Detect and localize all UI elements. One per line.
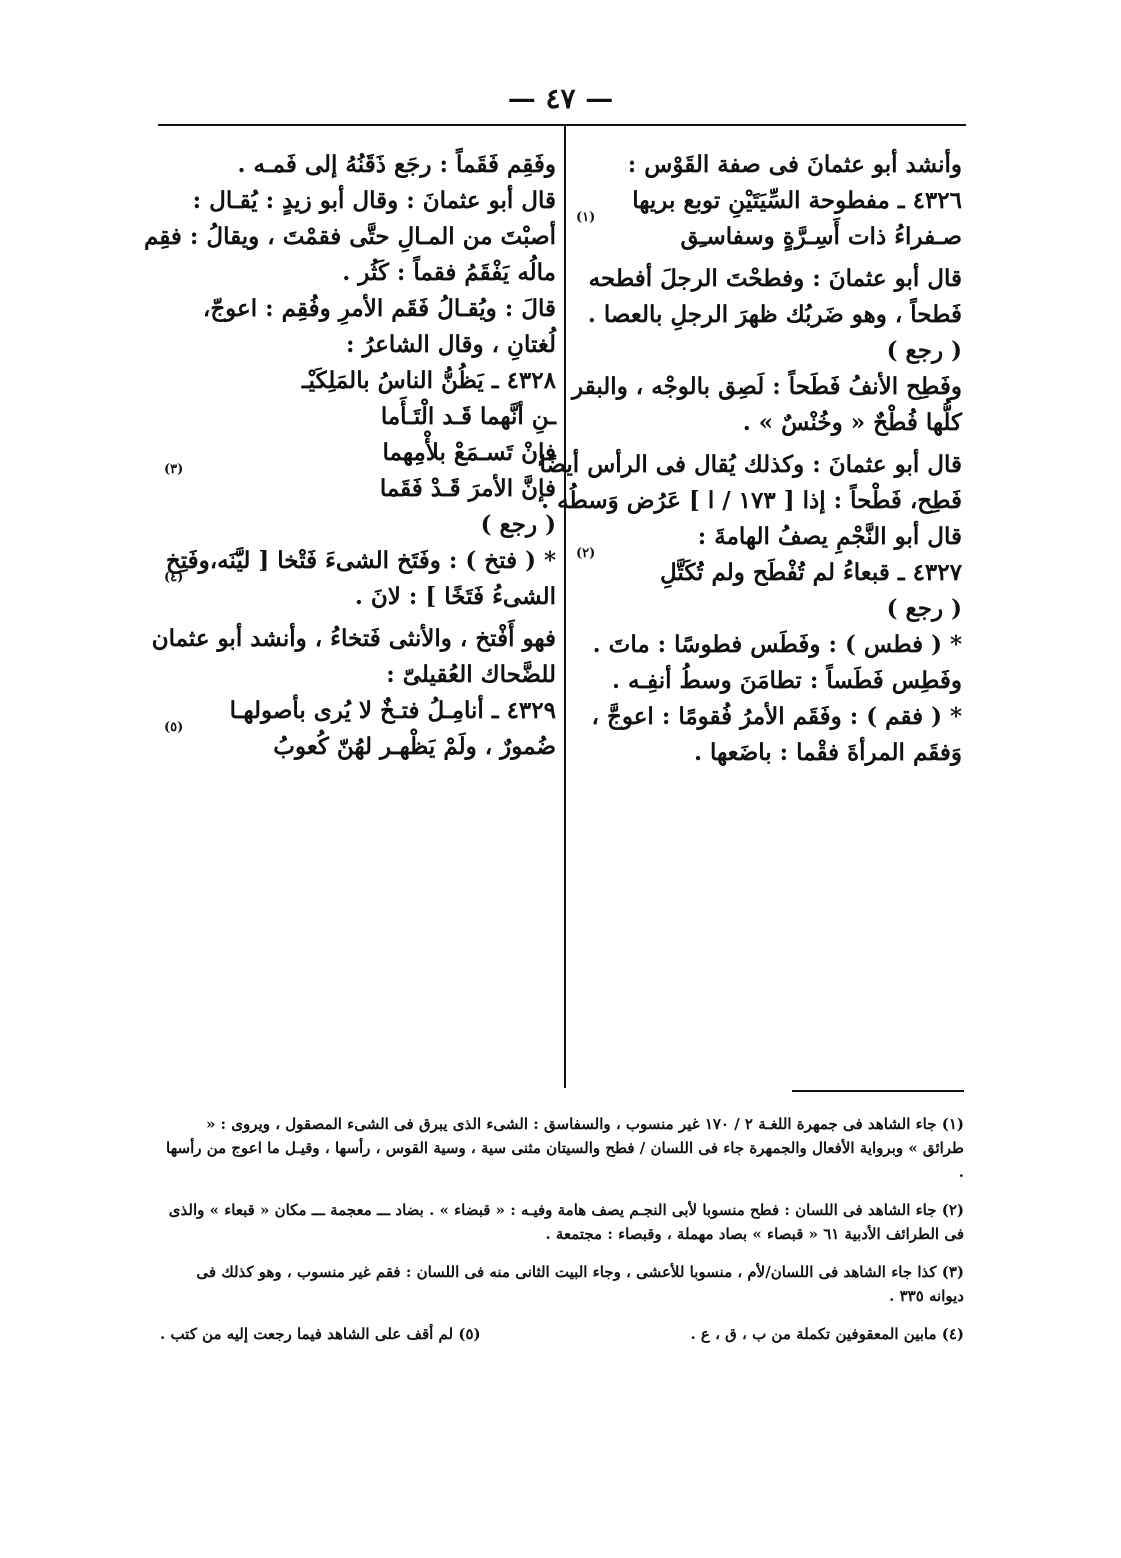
line-text: ٤٣٢٩ ـ أنامِـلُ فتـخٌ لا يُرى بأصولهـا (229, 697, 556, 724)
text-line (151, 624, 556, 660)
line-text: وَفقَم المرأةَ فقْما : باضَعها . (694, 739, 962, 766)
line-text: صـفراءُ ذات أَسِـرَّةٍ وسفاسـِق (680, 223, 962, 250)
line-text: أصبْتَ من المـالِ حتَّى فقمْتَ ، ويقالُ : فقِم (143, 223, 556, 250)
line-text: كلُّها فُطْحٌ « وخُنْسٌ » . (742, 409, 962, 436)
text-line (572, 702, 962, 738)
footnote-marker: (٥) (164, 720, 184, 735)
line-text: * ( فتخ ) : وفَتَخ الشىءَ فَتْخا [ ليَّنَه،وفَتِخ (165, 547, 556, 574)
footnote-rule (792, 1090, 964, 1092)
header-rule (158, 124, 966, 126)
line-text: ( رجع ) (886, 337, 962, 364)
text-line (539, 450, 962, 486)
text-line (572, 264, 962, 300)
footnotes (160, 1112, 964, 1346)
text-line (160, 696, 556, 732)
footnote-2: (٢) جاء الشاهد فى اللسان : فطح منسوبا لأبى النجـم يصف هامة وفيـه : « قبضاء » . بضاد ـــ معجمة ـــ مكان « قبعاء » والذى فى الطرائف الأدبية ٦١ « قبصاء » بصاد مهملة ، وقبصاء : مجتمعة . (168, 1201, 964, 1243)
line-text: فإنْ تَسـمَعْ بلأْمِهما (382, 439, 556, 466)
line-text: وفَطِس فَطَساً : تطامَنَ وسطُ أنفِـه . (611, 667, 962, 694)
text-line (572, 408, 962, 444)
line-text: ضُمورٌ ، ولَمْ يَظْهـر لهُنّ كُعوبُ (273, 733, 556, 760)
line-text: قال أبو عثمانَ : وفطحْتَ الرجلَ أفطحه (588, 265, 962, 292)
line-text: * ( فطس ) : وفَطَس فطوسًا : ماتَ . (592, 631, 962, 658)
text-line (160, 462, 556, 510)
line-text: ( رجع ) (886, 595, 962, 622)
line-text: قال أبو عثمانَ : وقال أبو زيدٍ : يُقـال : (192, 187, 556, 214)
text-line (572, 630, 962, 666)
text-line (572, 210, 962, 258)
text-line (160, 258, 556, 294)
footnote-4: (٤) مابين المعقوفين تكملة من ب ، ق ، ع . (690, 1325, 964, 1343)
line-text: ٤٣٢٨ ـ يَظُنُّ الناسُ بالمَلِكَيْـ (301, 367, 556, 394)
line-text: وفَقِم فَقَماً : رجَع ذَقَنُهُ إلى فَمـه . (237, 151, 556, 178)
text-line (160, 294, 556, 330)
text-line (572, 546, 962, 594)
footnote-3: (٣) كذا جاء الشاهد فى اللسان/لأم ، منسوبا للأعشى ، وجاء البيت الثانى منه فى اللسان : فقم غير منسوب ، وهو كذلك فى ديوانه ٣٣٥ . (196, 1263, 964, 1305)
line-text: مالُه يَفْقَمُ فقماً : كَثُر . (342, 259, 556, 286)
line-text: لُغتانِ ، وقال الشاعرُ : (345, 331, 556, 358)
right-column (539, 150, 962, 774)
line-text: فهو أَفْتخ ، والأنثى فَتخاءُ ، وأنشد أبو عثمان (151, 625, 556, 652)
footnote-marker: (٢) (576, 546, 596, 561)
line-text: ٤٣٢٦ ـ مفطوحة السِّيَتَيْنِ توبع بريها (632, 187, 962, 214)
line-text: للضَّحاك العُقيلىّ : (386, 661, 556, 688)
line-text: فإنَّ الأمرَ قَـدْ فَقَما (379, 475, 556, 502)
text-line (572, 594, 962, 630)
line-text: قال أبو عثمانَ : وكذلك يُقال فى الرأس أيضًا (539, 451, 962, 478)
column-divider (564, 126, 566, 1088)
text-line (572, 300, 962, 336)
line-text: * ( فقم ) : وفَقَم الأمرُ فُقومًا : اعوجَّ ، (591, 703, 962, 730)
footnote-marker: (٤) (164, 570, 184, 585)
text-line (572, 150, 962, 186)
line-text: ٤٣٢٧ ـ قبعاءُ لم تُفْطَح ولم تُكَتَّلِ (659, 559, 962, 586)
line-text: قال أبو النَّجْمِ يصفُ الهامةَ : (697, 523, 962, 550)
footnote-5: (٥) لم أقف على الشاهد فيما رجعت إليه من كتب . (160, 1325, 481, 1343)
line-text: ( رجع ) (480, 511, 556, 538)
text-line (160, 402, 556, 438)
footnote-marker: (١) (576, 210, 596, 225)
line-text: فَطحاً ، وهو ضَربُك ظهرَ الرجلِ بالعصا . (587, 301, 962, 328)
line-text: وأنشد أبو عثمانَ فى صفة القَوْس : (627, 151, 962, 178)
text-line (572, 522, 962, 558)
line-text: الشىءُ فَتَخًا ] : لانَ . (354, 583, 556, 610)
page-number: — ٤٧ — (507, 82, 614, 115)
left-column (143, 150, 556, 768)
text-line (160, 366, 556, 402)
text-line (572, 666, 962, 702)
text-line (160, 570, 556, 618)
text-line (160, 510, 556, 546)
text-line (160, 150, 556, 186)
text-line (541, 486, 962, 522)
text-line (572, 186, 962, 222)
text-line (160, 660, 556, 696)
footnote-row (160, 1322, 964, 1346)
text-line (143, 222, 556, 258)
text-line (160, 438, 556, 474)
line-text: وفَطِح الأنفُ فَطَحاً : لَصِق بالوجْه ، والبقر (572, 373, 962, 400)
text-line (160, 186, 556, 222)
text-line (572, 336, 962, 372)
line-text: قالَ : ويُقـالُ فَقَم الأمرِ وفُقِم : اعوجّ، (202, 295, 556, 322)
footnote-marker: (٣) (164, 462, 184, 477)
footnote-1: (١) جاء الشاهد فى جمهرة اللغـة ٢ / ١٧٠ غير منسوب ، والسفاسق : الشىء الذى يبرق فى الشىء المصقول ، ويروى : « طرائق » وبرواية الأفعال والجمهرة جاء فى اللسان / فطح والسيتان مثنى سية ، وسية القوس ، رأسها ، وقيـل ما اعوج من رأسها . (166, 1115, 964, 1181)
text-line (572, 372, 962, 408)
text-line (572, 738, 962, 774)
text-line (160, 546, 556, 582)
text-line (160, 330, 556, 366)
line-text: فَطِح، فَطْحاً : إذا [ ١٧٣ / ا ] عَرُض وَسطُه . (541, 487, 962, 514)
line-text: ـنِ أنَّهما قَـد الْتَـأَما (380, 403, 556, 430)
text-line (160, 720, 556, 768)
